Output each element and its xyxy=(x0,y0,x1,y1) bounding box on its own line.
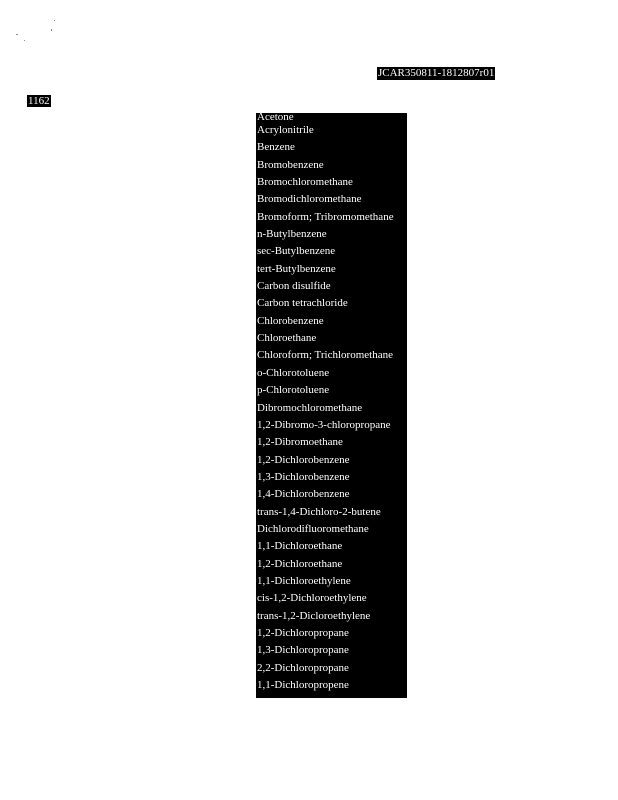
compound-list-item: o-Chlorotoluene xyxy=(257,366,330,379)
compound-list-item: trans-1,2-Dicloroethylene xyxy=(257,609,371,622)
compound-list xyxy=(256,113,407,698)
compound-list-item: 1,1-Dichloropropene xyxy=(257,679,349,691)
scan-speck xyxy=(51,29,52,31)
compound-list-item: Carbon tetrachloride xyxy=(257,297,348,310)
scan-speck xyxy=(54,20,55,21)
compound-list-item: 1,2-Dibromoethane xyxy=(257,436,343,449)
compound-list-item: 1,1-Dichloroethylene xyxy=(257,574,351,587)
compound-list-item: 1,2-Dichloropropane xyxy=(257,626,349,639)
compound-list-item: Acrylonitrile xyxy=(257,124,314,136)
compound-list-item: 2,2-Dichloropropane xyxy=(257,661,349,674)
compound-list-item: 1,3-Dichlorobenzene xyxy=(257,470,350,483)
compound-list-item: Bromobenzene xyxy=(257,158,324,171)
compound-list-item: Dibromochloromethane xyxy=(257,401,363,414)
compound-list-item: 1,3-Dichloropropane xyxy=(257,644,349,657)
document-id: JCAR350811-1812807r01 xyxy=(378,67,495,79)
compound-list-item: n-Butylbenzene xyxy=(257,228,327,241)
compound-list-item: Acetone xyxy=(257,113,294,122)
page-number: 1162 xyxy=(28,95,50,107)
scan-speck xyxy=(24,40,25,41)
compound-list-item: Dichlorodifluoromethane xyxy=(257,522,369,535)
compound-list-item: Chloroethane xyxy=(257,332,317,345)
compound-list-item: tert-Butylbenzene xyxy=(257,262,336,275)
compound-list-item: 1,2-Dibromo-3-chloropropane xyxy=(257,418,391,431)
compound-list-item: p-Chlorotoluene xyxy=(257,384,330,397)
compound-list-item: 1,2-Dichloroethane xyxy=(257,557,343,570)
compound-list-item: Benzene xyxy=(257,141,295,154)
compound-list-item: 1,2-Dichlorobenzene xyxy=(257,453,350,466)
scan-speck xyxy=(16,34,18,35)
compound-list-item: Chloroform; Trichloromethane xyxy=(257,349,393,362)
compound-list-item: cis-1,2-Dichloroethylene xyxy=(257,592,367,605)
compound-list-item: Bromodichloromethane xyxy=(257,193,362,206)
compound-list-item: trans-1,4-Dichloro-2-butene xyxy=(257,505,381,518)
compound-list-item: Bromochloromethane xyxy=(257,176,353,189)
compound-list-item: Carbon disulfide xyxy=(257,280,331,293)
compound-list-item: 1,4-Dichlorobenzene xyxy=(257,488,350,501)
compound-list-item: 1,1-Dichloroethane xyxy=(257,540,343,553)
compound-list-item: Bromoform; Tribromomethane xyxy=(257,210,394,223)
compound-list-item: Chlorobenzene xyxy=(257,314,324,327)
compound-list-item: sec-Butylbenzene xyxy=(257,245,336,258)
